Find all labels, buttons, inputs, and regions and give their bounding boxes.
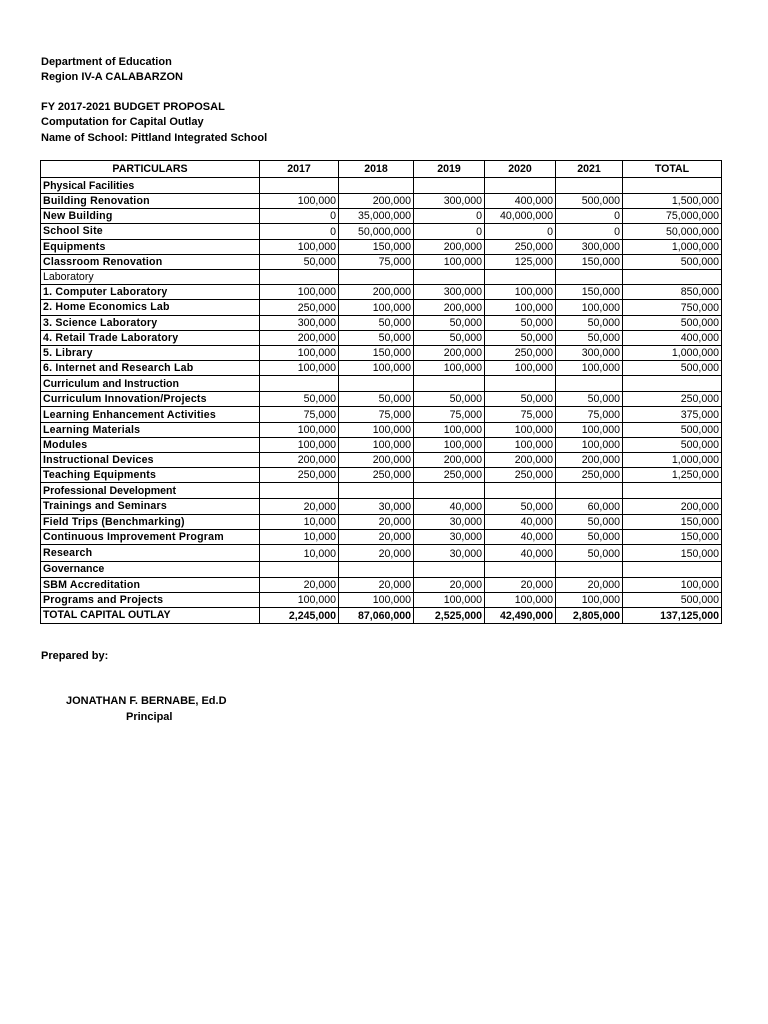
amount-cell: 20,000: [339, 514, 414, 529]
particular-cell: Governance: [41, 561, 260, 577]
amount-cell: 50,000: [339, 315, 414, 330]
amount-cell: 100,000: [260, 194, 339, 209]
amount-cell: 50,000: [556, 514, 623, 529]
particular-cell: Curriculum Innovation/Projects: [41, 392, 260, 407]
section-row: [41, 483, 722, 499]
table-row: [41, 194, 722, 209]
amount-cell: 500,000: [623, 361, 722, 376]
amount-cell: 150,000: [339, 345, 414, 360]
amount-cell: 0: [485, 224, 556, 239]
particular-cell: Learning Materials: [41, 422, 260, 437]
amount-cell: 20,000: [414, 577, 485, 592]
amount-cell: 50,000: [485, 315, 556, 330]
amount-cell: 100,000: [485, 422, 556, 437]
amount-cell: 200,000: [339, 453, 414, 468]
amount-cell: 100,000: [556, 300, 623, 315]
column-header: 2019: [414, 161, 485, 178]
amount-cell: 0: [260, 224, 339, 239]
particular-cell: Physical Facilities: [41, 178, 260, 194]
amount-cell: [556, 269, 623, 284]
amount-cell: [260, 178, 339, 194]
amount-cell: 2,805,000: [556, 608, 623, 623]
amount-cell: 0: [414, 224, 485, 239]
table-row: [41, 300, 722, 315]
amount-cell: 300,000: [414, 285, 485, 300]
amount-cell: 150,000: [556, 285, 623, 300]
amount-cell: 100,000: [339, 300, 414, 315]
amount-cell: 87,060,000: [339, 608, 414, 623]
amount-cell: 300,000: [556, 239, 623, 254]
total-row: [41, 608, 722, 623]
amount-cell: 100,000: [260, 361, 339, 376]
amount-cell: 100,000: [556, 361, 623, 376]
amount-cell: 200,000: [339, 194, 414, 209]
amount-cell: 500,000: [556, 194, 623, 209]
amount-cell: 50,000: [414, 315, 485, 330]
table-row: [41, 577, 722, 592]
particular-cell: Laboratory: [41, 269, 260, 284]
amount-cell: 0: [414, 209, 485, 224]
amount-cell: 30,000: [414, 514, 485, 529]
amount-cell: 20,000: [339, 529, 414, 544]
amount-cell: 50,000: [556, 315, 623, 330]
amount-cell: 75,000: [339, 254, 414, 269]
amount-cell: [623, 269, 722, 284]
amount-cell: 100,000: [485, 361, 556, 376]
region-line: Region IV-A CALABARZON: [41, 71, 183, 83]
amount-cell: 100,000: [556, 437, 623, 452]
amount-cell: 0: [556, 224, 623, 239]
amount-cell: 50,000: [556, 529, 623, 544]
particular-cell: Curriculum and Instruction: [41, 376, 260, 392]
computation-line: Computation for Capital Outlay: [41, 116, 204, 128]
amount-cell: [485, 483, 556, 499]
amount-cell: 75,000: [339, 407, 414, 422]
amount-cell: 500,000: [623, 254, 722, 269]
amount-cell: [339, 178, 414, 194]
particular-cell: 3. Science Laboratory: [41, 315, 260, 330]
amount-cell: 1,500,000: [623, 194, 722, 209]
prepared-by-label: Prepared by:: [41, 650, 109, 662]
school-name-line: Name of School: Pittland Integrated School: [41, 132, 268, 144]
amount-cell: [623, 483, 722, 499]
amount-cell: 300,000: [414, 194, 485, 209]
amount-cell: 50,000: [485, 392, 556, 407]
amount-cell: 75,000: [556, 407, 623, 422]
amount-cell: 100,000: [260, 593, 339, 608]
table-header-row: [41, 161, 722, 178]
amount-cell: 75,000,000: [623, 209, 722, 224]
amount-cell: 375,000: [623, 407, 722, 422]
amount-cell: 50,000: [556, 330, 623, 345]
table-row: [41, 514, 722, 529]
table-row: [41, 345, 722, 360]
department-line: Department of Education: [41, 56, 172, 68]
amount-cell: 1,000,000: [623, 239, 722, 254]
amount-cell: [623, 561, 722, 577]
column-header: TOTAL: [623, 161, 722, 178]
table-row: [41, 437, 722, 452]
amount-cell: 500,000: [623, 593, 722, 608]
amount-cell: 250,000: [414, 468, 485, 483]
amount-cell: 40,000: [414, 499, 485, 514]
amount-cell: 50,000: [339, 330, 414, 345]
amount-cell: 125,000: [485, 254, 556, 269]
particular-cell: Field Trips (Benchmarking): [41, 514, 260, 529]
amount-cell: 150,000: [623, 544, 722, 561]
amount-cell: [485, 561, 556, 577]
table-row: [41, 361, 722, 376]
amount-cell: [485, 376, 556, 392]
amount-cell: 10,000: [260, 514, 339, 529]
amount-cell: 30,000: [414, 544, 485, 561]
amount-cell: 100,000: [485, 285, 556, 300]
particular-cell: Instructional Devices: [41, 453, 260, 468]
table-row: [41, 285, 722, 300]
amount-cell: 750,000: [623, 300, 722, 315]
amount-cell: 137,125,000: [623, 608, 722, 623]
amount-cell: [339, 561, 414, 577]
amount-cell: [623, 376, 722, 392]
amount-cell: 40,000: [485, 514, 556, 529]
amount-cell: 20,000: [485, 577, 556, 592]
table-row: [41, 315, 722, 330]
amount-cell: [260, 376, 339, 392]
section-row: [41, 178, 722, 194]
column-header: 2018: [339, 161, 414, 178]
table-row: [41, 499, 722, 514]
amount-cell: [485, 269, 556, 284]
amount-cell: 250,000: [485, 345, 556, 360]
amount-cell: 250,000: [623, 392, 722, 407]
column-header: 2017: [260, 161, 339, 178]
amount-cell: 100,000: [414, 437, 485, 452]
amount-cell: 20,000: [339, 544, 414, 561]
table-row: [41, 209, 722, 224]
amount-cell: 60,000: [556, 499, 623, 514]
table-row: [41, 407, 722, 422]
amount-cell: 150,000: [623, 529, 722, 544]
amount-cell: 50,000: [556, 392, 623, 407]
particular-cell: Continuous Improvement Program: [41, 529, 260, 544]
amount-cell: 300,000: [260, 315, 339, 330]
particular-cell: 6. Internet and Research Lab: [41, 361, 260, 376]
amount-cell: [556, 178, 623, 194]
amount-cell: 75,000: [414, 407, 485, 422]
amount-cell: 200,000: [339, 285, 414, 300]
amount-cell: 30,000: [414, 529, 485, 544]
amount-cell: 100,000: [414, 593, 485, 608]
particular-cell: Modules: [41, 437, 260, 452]
amount-cell: 850,000: [623, 285, 722, 300]
amount-cell: 100,000: [339, 437, 414, 452]
amount-cell: 35,000,000: [339, 209, 414, 224]
amount-cell: [623, 178, 722, 194]
amount-cell: 200,000: [485, 453, 556, 468]
particular-cell: 4. Retail Trade Laboratory: [41, 330, 260, 345]
amount-cell: [556, 561, 623, 577]
amount-cell: 10,000: [260, 529, 339, 544]
amount-cell: 20,000: [260, 499, 339, 514]
amount-cell: 300,000: [556, 345, 623, 360]
amount-cell: [260, 269, 339, 284]
amount-cell: 1,000,000: [623, 345, 722, 360]
particular-cell: Learning Enhancement Activities: [41, 407, 260, 422]
amount-cell: 40,000,000: [485, 209, 556, 224]
particular-cell: Teaching Equipments: [41, 468, 260, 483]
amount-cell: 100,000: [414, 254, 485, 269]
particular-cell: Professional Development: [41, 483, 260, 499]
amount-cell: 400,000: [485, 194, 556, 209]
amount-cell: [260, 561, 339, 577]
amount-cell: [556, 483, 623, 499]
particular-cell: Equipments: [41, 239, 260, 254]
amount-cell: 50,000: [556, 544, 623, 561]
amount-cell: 250,000: [556, 468, 623, 483]
amount-cell: 50,000: [485, 499, 556, 514]
amount-cell: 20,000: [556, 577, 623, 592]
amount-cell: 500,000: [623, 422, 722, 437]
amount-cell: 500,000: [623, 315, 722, 330]
amount-cell: 2,245,000: [260, 608, 339, 623]
table-row: [41, 453, 722, 468]
particular-cell: TOTAL CAPITAL OUTLAY: [41, 608, 260, 623]
table-row: [41, 468, 722, 483]
amount-cell: 2,525,000: [414, 608, 485, 623]
amount-cell: [339, 483, 414, 499]
amount-cell: 100,000: [339, 361, 414, 376]
amount-cell: 500,000: [623, 437, 722, 452]
amount-cell: 50,000,000: [339, 224, 414, 239]
amount-cell: [339, 269, 414, 284]
section-row: [41, 376, 722, 392]
amount-cell: [414, 269, 485, 284]
amount-cell: 200,000: [414, 345, 485, 360]
table-row: [41, 544, 722, 561]
column-header: 2020: [485, 161, 556, 178]
amount-cell: 1,000,000: [623, 453, 722, 468]
amount-cell: 100,000: [485, 300, 556, 315]
amount-cell: 100,000: [623, 577, 722, 592]
proposal-title: FY 2017-2021 BUDGET PROPOSAL: [41, 101, 225, 113]
amount-cell: [414, 178, 485, 194]
amount-cell: [339, 376, 414, 392]
amount-cell: 150,000: [339, 239, 414, 254]
amount-cell: 50,000: [260, 392, 339, 407]
particular-cell: 5. Library: [41, 345, 260, 360]
amount-cell: 100,000: [260, 285, 339, 300]
particular-cell: School Site: [41, 224, 260, 239]
amount-cell: 100,000: [414, 422, 485, 437]
table-row: [41, 330, 722, 345]
particular-cell: 2. Home Economics Lab: [41, 300, 260, 315]
particular-cell: New Building: [41, 209, 260, 224]
particular-cell: 1. Computer Laboratory: [41, 285, 260, 300]
amount-cell: 0: [260, 209, 339, 224]
amount-cell: 1,250,000: [623, 468, 722, 483]
amount-cell: 20,000: [260, 577, 339, 592]
amount-cell: 75,000: [260, 407, 339, 422]
amount-cell: 100,000: [260, 422, 339, 437]
particular-cell: Research: [41, 544, 260, 561]
amount-cell: 50,000: [260, 254, 339, 269]
amount-cell: 100,000: [339, 593, 414, 608]
amount-cell: 100,000: [339, 422, 414, 437]
signer-role: Principal: [126, 711, 173, 723]
amount-cell: 30,000: [339, 499, 414, 514]
amount-cell: 40,000: [485, 529, 556, 544]
table-body: [41, 178, 722, 624]
amount-cell: 200,000: [556, 453, 623, 468]
table-row: [41, 254, 722, 269]
amount-cell: [485, 178, 556, 194]
amount-cell: 42,490,000: [485, 608, 556, 623]
amount-cell: [414, 561, 485, 577]
table-row: [41, 422, 722, 437]
table-row: [41, 392, 722, 407]
amount-cell: 50,000: [485, 330, 556, 345]
amount-cell: 250,000: [260, 300, 339, 315]
amount-cell: 100,000: [485, 593, 556, 608]
section-row: [41, 561, 722, 577]
amount-cell: 50,000: [414, 392, 485, 407]
amount-cell: 10,000: [260, 544, 339, 561]
amount-cell: 200,000: [260, 330, 339, 345]
column-header: 2021: [556, 161, 623, 178]
capital-outlay-table: [40, 160, 722, 624]
amount-cell: 250,000: [485, 239, 556, 254]
amount-cell: 100,000: [556, 593, 623, 608]
amount-cell: 0: [556, 209, 623, 224]
amount-cell: 250,000: [260, 468, 339, 483]
amount-cell: 75,000: [485, 407, 556, 422]
amount-cell: 150,000: [623, 514, 722, 529]
amount-cell: 200,000: [260, 453, 339, 468]
amount-cell: [414, 483, 485, 499]
amount-cell: [556, 376, 623, 392]
table-row: [41, 239, 722, 254]
table-row: [41, 224, 722, 239]
amount-cell: 100,000: [260, 345, 339, 360]
amount-cell: 100,000: [556, 422, 623, 437]
particular-cell: Trainings and Seminars: [41, 499, 260, 514]
particular-cell: Classroom Renovation: [41, 254, 260, 269]
amount-cell: [260, 483, 339, 499]
amount-cell: 150,000: [556, 254, 623, 269]
amount-cell: 250,000: [339, 468, 414, 483]
amount-cell: 20,000: [339, 577, 414, 592]
amount-cell: 50,000: [414, 330, 485, 345]
amount-cell: 40,000: [485, 544, 556, 561]
amount-cell: 250,000: [485, 468, 556, 483]
amount-cell: 100,000: [485, 437, 556, 452]
amount-cell: 200,000: [414, 239, 485, 254]
particular-cell: SBM Accreditation: [41, 577, 260, 592]
amount-cell: 200,000: [414, 453, 485, 468]
amount-cell: [414, 376, 485, 392]
table-row: [41, 593, 722, 608]
column-header: PARTICULARS: [41, 161, 260, 178]
amount-cell: 100,000: [260, 239, 339, 254]
table-row: [41, 529, 722, 544]
amount-cell: 200,000: [623, 499, 722, 514]
signer-name: JONATHAN F. BERNABE, Ed.D: [66, 695, 227, 707]
amount-cell: 50,000: [339, 392, 414, 407]
particular-cell: Building Renovation: [41, 194, 260, 209]
amount-cell: 200,000: [414, 300, 485, 315]
particular-cell: Programs and Projects: [41, 593, 260, 608]
amount-cell: 100,000: [260, 437, 339, 452]
amount-cell: 50,000,000: [623, 224, 722, 239]
amount-cell: 100,000: [414, 361, 485, 376]
section-row: [41, 269, 722, 284]
amount-cell: 400,000: [623, 330, 722, 345]
